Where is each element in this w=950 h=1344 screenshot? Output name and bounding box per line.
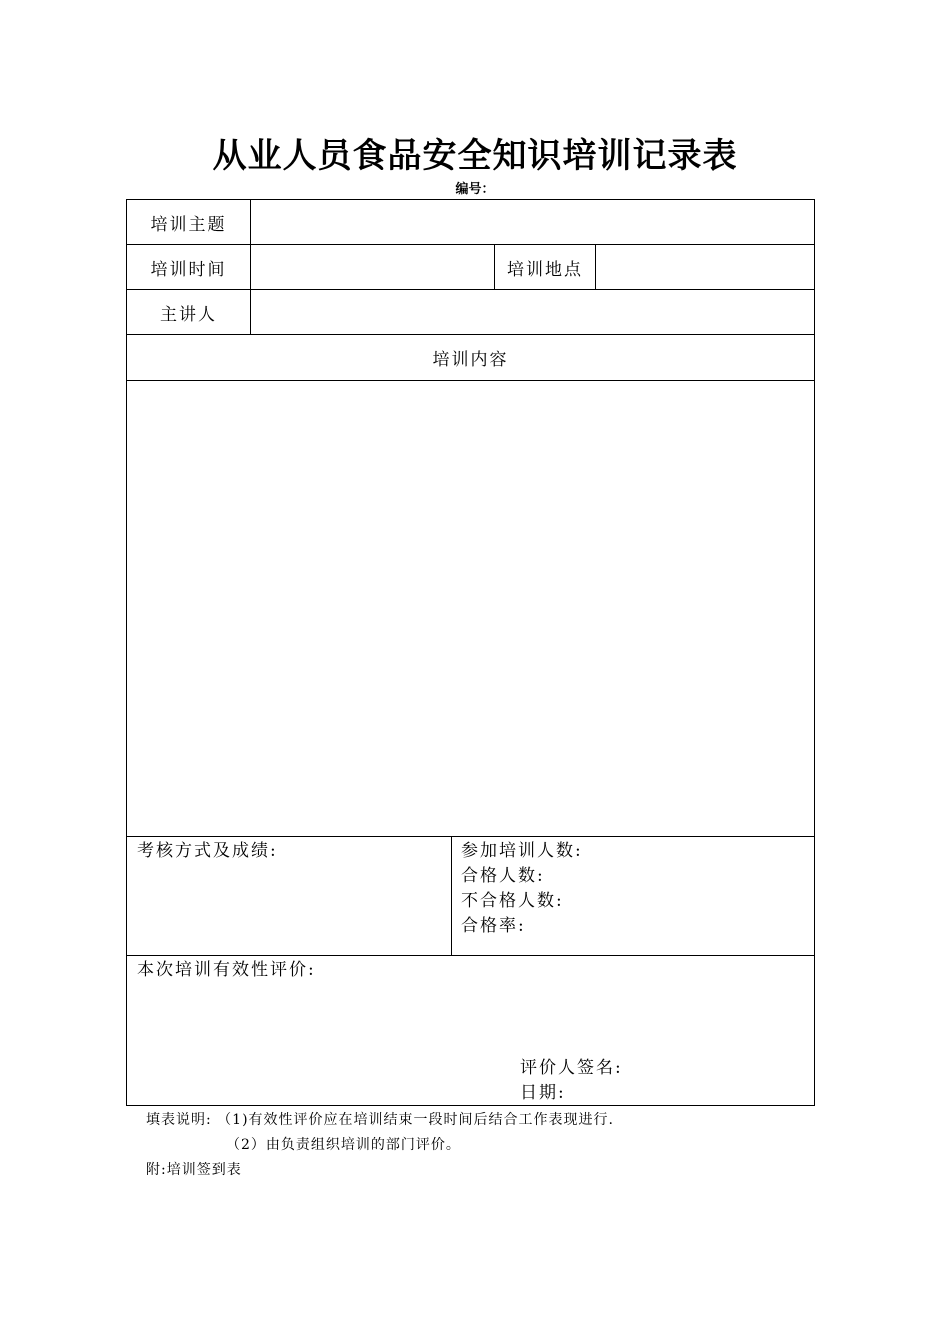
document-number-label: 编号：: [455, 182, 495, 197]
row-divider: [127, 836, 814, 837]
instructions-line-2: （2）由负责组织培训的部门评价。: [226, 1137, 461, 1153]
training-record-form: [126, 199, 815, 1106]
time-field[interactable]: [251, 245, 493, 289]
participants-count-label: 参加培训人数:: [461, 841, 583, 861]
passed-count-label: 合格人数:: [461, 866, 545, 886]
page-title: 从业人员食品安全知识培训记录表: [212, 136, 738, 176]
lecturer-label: 主讲人: [160, 304, 217, 325]
lecturer-field[interactable]: [251, 290, 814, 334]
effectiveness-label: 本次培训有效性评价:: [137, 960, 316, 980]
stats-block: [461, 839, 583, 939]
location-field[interactable]: [596, 245, 814, 289]
attachment-note: 附:培训签到表: [146, 1162, 242, 1178]
time-label: 培训时间: [150, 259, 227, 280]
content-label: 培训内容: [432, 350, 509, 370]
topic-field[interactable]: [251, 200, 814, 244]
pass-rate-label: 合格率:: [461, 916, 526, 936]
document-number: [0, 178, 950, 197]
evaluation-date-label: 日期:: [520, 1083, 566, 1103]
failed-count-label: 不合格人数:: [461, 891, 564, 911]
content-field[interactable]: [127, 381, 814, 836]
assessment-label: 考核方式及成绩:: [137, 841, 278, 861]
topic-label: 培训主题: [150, 214, 227, 235]
evaluator-signature-label: 评价人签名:: [520, 1058, 623, 1078]
row-divider: [127, 955, 814, 956]
column-divider: [451, 836, 452, 955]
instructions-line-1: 填表说明: （1)有效性评价应在培训结束一段时间后结合工作表现进行.: [146, 1112, 614, 1128]
location-label: 培训地点: [507, 259, 583, 280]
